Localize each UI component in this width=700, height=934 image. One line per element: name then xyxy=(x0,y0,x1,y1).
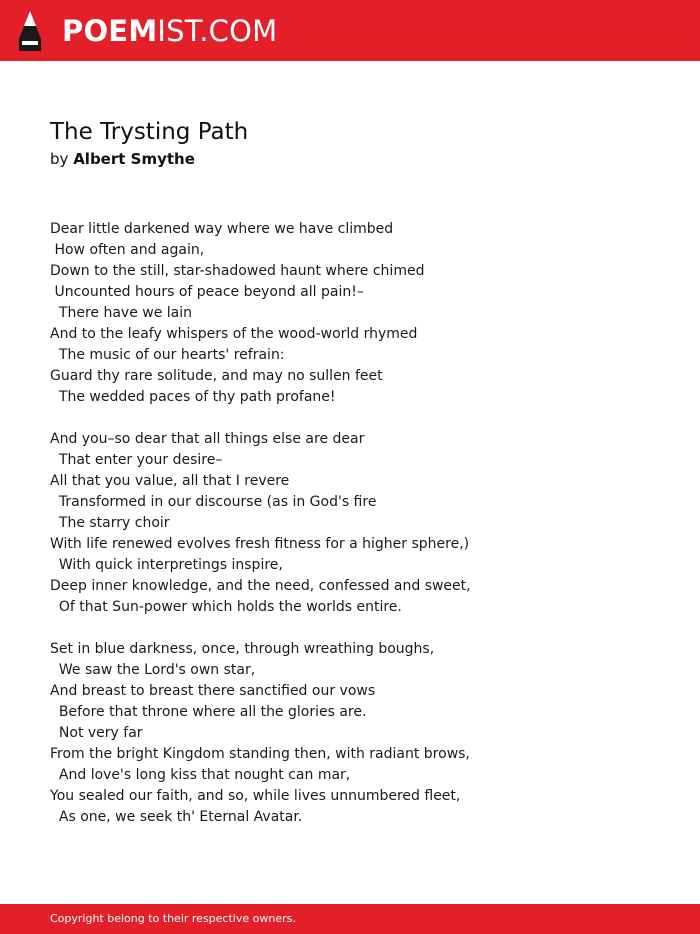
poem-line: Of that Sun-power which holds the worlds entire. xyxy=(50,599,402,615)
poem-line: How often and again, xyxy=(50,242,205,258)
poem-line: There have we lain xyxy=(50,305,192,321)
poem-line: With life renewed evolves fresh fitness for a higher sphere,) xyxy=(50,536,470,552)
poem-line: Deep inner knowledge, and the need, confessed and sweet, xyxy=(50,578,471,594)
poem-line: Dear little darkened way where we have climbed xyxy=(50,221,394,237)
poem-line: We saw the Lord's own star, xyxy=(50,662,256,678)
copyright-notice: Copyright belong to their respective owners. xyxy=(50,912,296,925)
poem-line: With quick interpretings inspire, xyxy=(50,557,283,573)
poem-line: From the bright Kingdom standing then, with radiant brows, xyxy=(50,746,470,762)
poem-line: Transformed in our discourse (as in God's fire xyxy=(50,494,377,510)
poem-stanza xyxy=(50,219,650,408)
poem-stanza xyxy=(50,639,650,828)
poem-line: And to the leafy whispers of the wood-world rhymed xyxy=(50,326,418,342)
poem-body xyxy=(50,219,650,849)
site-header xyxy=(0,0,700,61)
brand-name-light: IST.COM xyxy=(157,14,278,48)
poem-line: Guard thy rare solitude, and may no sullen feet xyxy=(50,368,383,384)
poem-line: And breast to breast there sanctified our vows xyxy=(50,683,376,699)
poem-line: Down to the still, star-shadowed haunt where chimed xyxy=(50,263,425,279)
poem-byline xyxy=(50,149,195,169)
poem-line: Before that throne where all the glories are. xyxy=(50,704,367,720)
poem-title: The Trysting Path xyxy=(50,119,249,145)
poem-line: All that you value, all that I revere xyxy=(50,473,290,489)
poem-stanza xyxy=(50,429,650,618)
poem-line: That enter your desire– xyxy=(50,452,223,468)
poem-line: Uncounted hours of peace beyond all pain!– xyxy=(50,284,364,300)
poem-line: You sealed our faith, and so, while lives unnumbered fleet, xyxy=(50,788,461,804)
site-logo[interactable] xyxy=(62,13,277,49)
poem-line: Set in blue darkness, once, through wreathing boughs, xyxy=(50,641,435,657)
poem-line: As one, we seek th' Eternal Avatar. xyxy=(50,809,303,825)
poem-line: Not very far xyxy=(50,725,143,741)
poem-line: The starry choir xyxy=(50,515,170,531)
poem-line: The wedded paces of thy path profane! xyxy=(50,389,336,405)
poem-line: The music of our hearts' refrain: xyxy=(50,347,285,363)
brand-name-bold: POEM xyxy=(62,14,158,48)
poem-line: And love's long kiss that nought can mar, xyxy=(50,767,351,783)
site-footer xyxy=(0,904,700,934)
by-label: by xyxy=(50,150,69,168)
poem-line: And you–so dear that all things else are dear xyxy=(50,431,365,447)
pencil-tip-icon xyxy=(18,10,42,52)
author-name: Albert Smythe xyxy=(73,150,195,168)
